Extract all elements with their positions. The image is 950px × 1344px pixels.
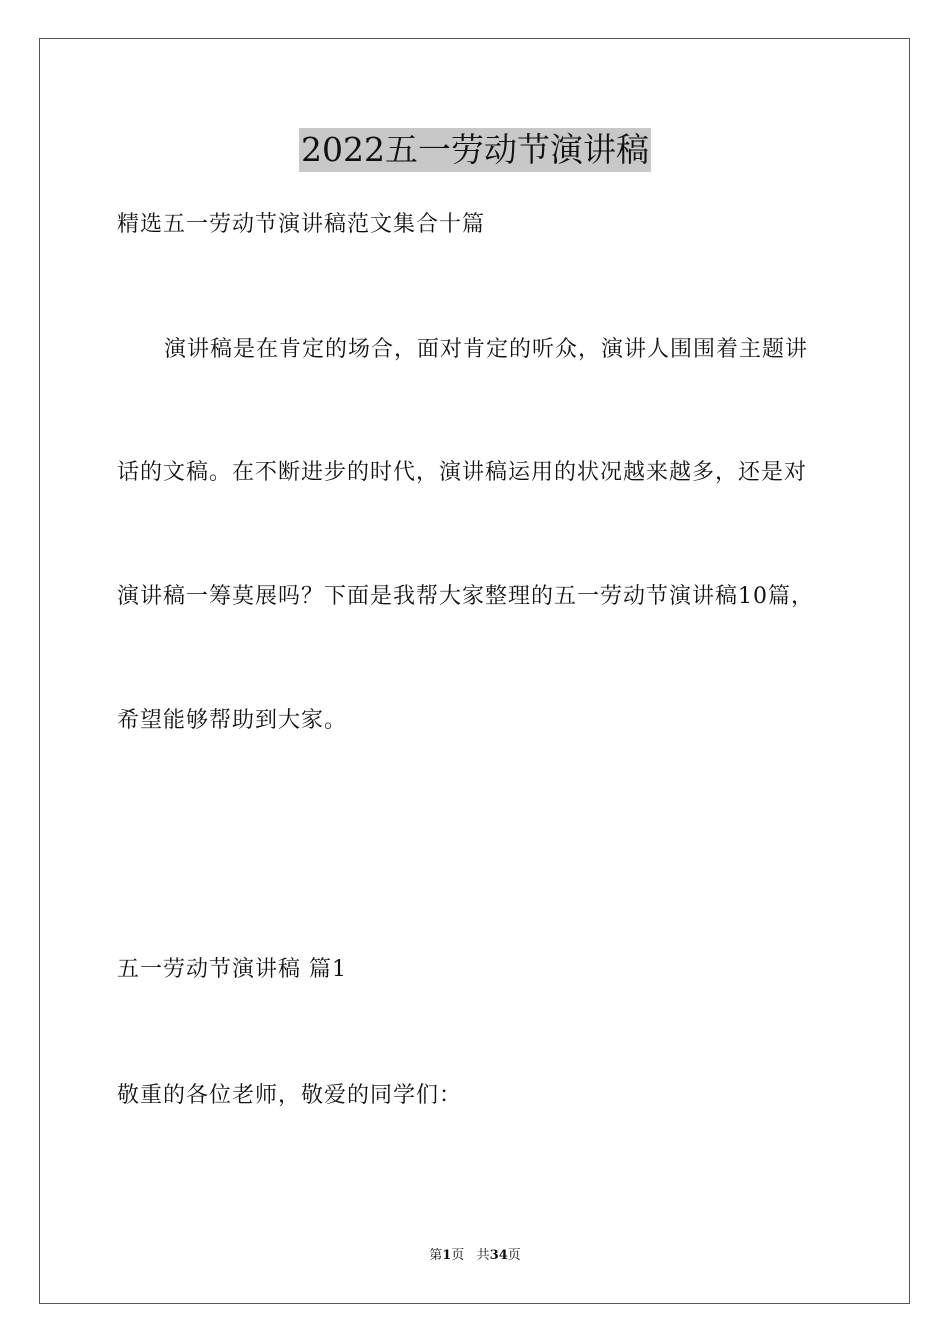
paragraph-line-4: 希望能够帮助到大家。	[117, 708, 348, 733]
footer-page-number: 1	[442, 1248, 452, 1263]
title-wrap	[0, 128, 950, 172]
section-heading: 五一劳动节演讲稿 篇1	[117, 957, 347, 982]
paragraph-line-2: 话的文稿。在不断进步的时代，演讲稿运用的状况越来越多，还是对	[117, 460, 808, 485]
paragraph-line-3: 演讲稿一筹莫展吗？下面是我帮大家整理的五一劳动节演讲稿10篇，	[117, 584, 814, 609]
footer-total-pages: 34	[489, 1248, 508, 1263]
document-title: 2022五一劳动节演讲稿	[299, 128, 651, 172]
footer-total-suffix: 页	[507, 1248, 521, 1263]
paragraph-line-1: 演讲稿是在肯定的场合，面对肯定的听众，演讲人围围着主题讲	[164, 337, 809, 362]
page-footer	[0, 1247, 950, 1265]
footer-total-prefix: 共	[476, 1248, 490, 1263]
footer-page-suffix: 页	[451, 1248, 465, 1263]
salutation: 敬重的各位老师，敬爱的同学们：	[117, 1083, 463, 1108]
document-subtitle: 精选五一劳动节演讲稿范文集合十篇	[117, 212, 486, 237]
footer-page-prefix: 第	[429, 1248, 443, 1263]
